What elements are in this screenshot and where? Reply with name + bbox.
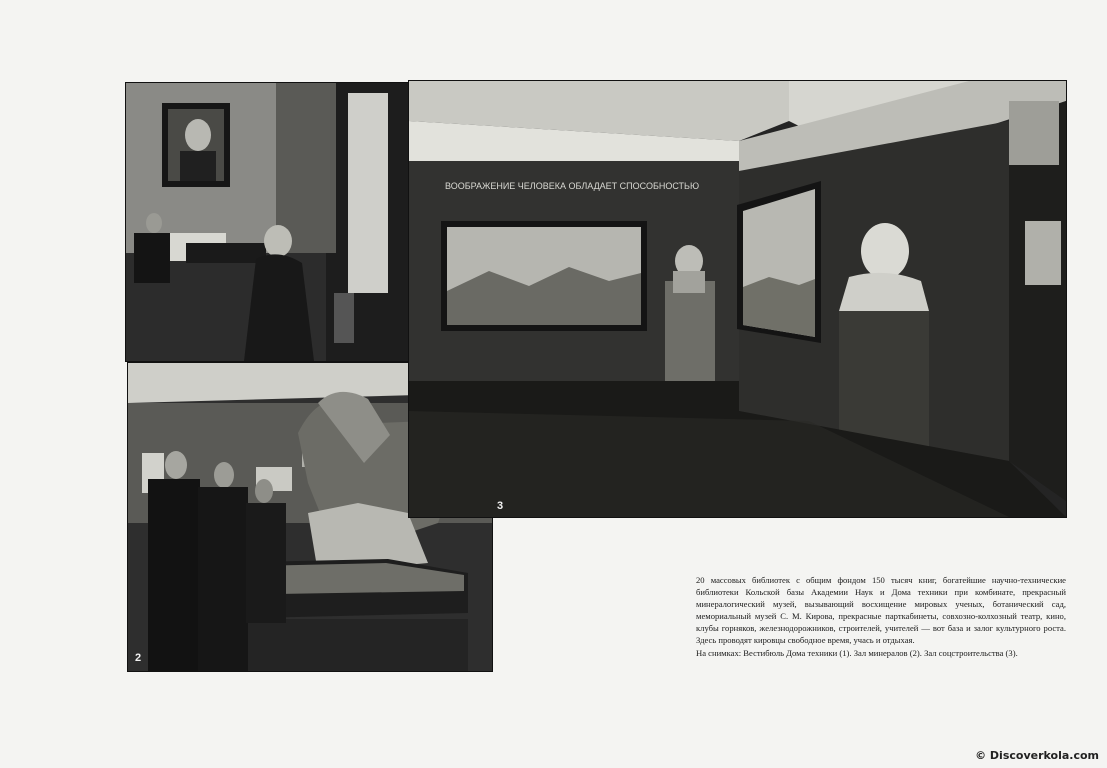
watermark: © Discoverkola.com (975, 749, 1099, 762)
photo-number-3: 3 (497, 500, 504, 512)
caption-text: 20 массовых библиотек с общим фондом 150 тысяч книг, богатейшие научно-технические библиотеки Кольской базы Академии Наук и Дома техники при комбинате, прекрасный минералогический музей, вызывающий восхищение мировых ученых, ботанический сад, мемориальный музей С. М. Кирова, прекрасные парткабинеты, совхозно-колхозный театр, кино, клубы горняков, железнодорожников, строителей, учителей — вот база и залог культурного роста. Здесь проводят кировцы свободное время, учась и отдыхая. (696, 575, 1066, 646)
photo-vestibule (125, 82, 409, 362)
hall-frieze-text: ВООБРАЖЕНИЕ ЧЕЛОВЕКА ОБЛАДАЕТ СПОСОБНОСТЬЮ (445, 181, 700, 191)
photo-construction-hall (408, 80, 1067, 518)
vestibule-image (126, 83, 408, 361)
caption (696, 574, 1066, 659)
caption-signatures: На снимках: Вестибюль Дома техники (1). Зал минералов (2). Зал соцстроительства (3). (696, 647, 1018, 658)
photo-number-2: 2 (135, 652, 142, 664)
construction-hall-image (409, 81, 1066, 517)
